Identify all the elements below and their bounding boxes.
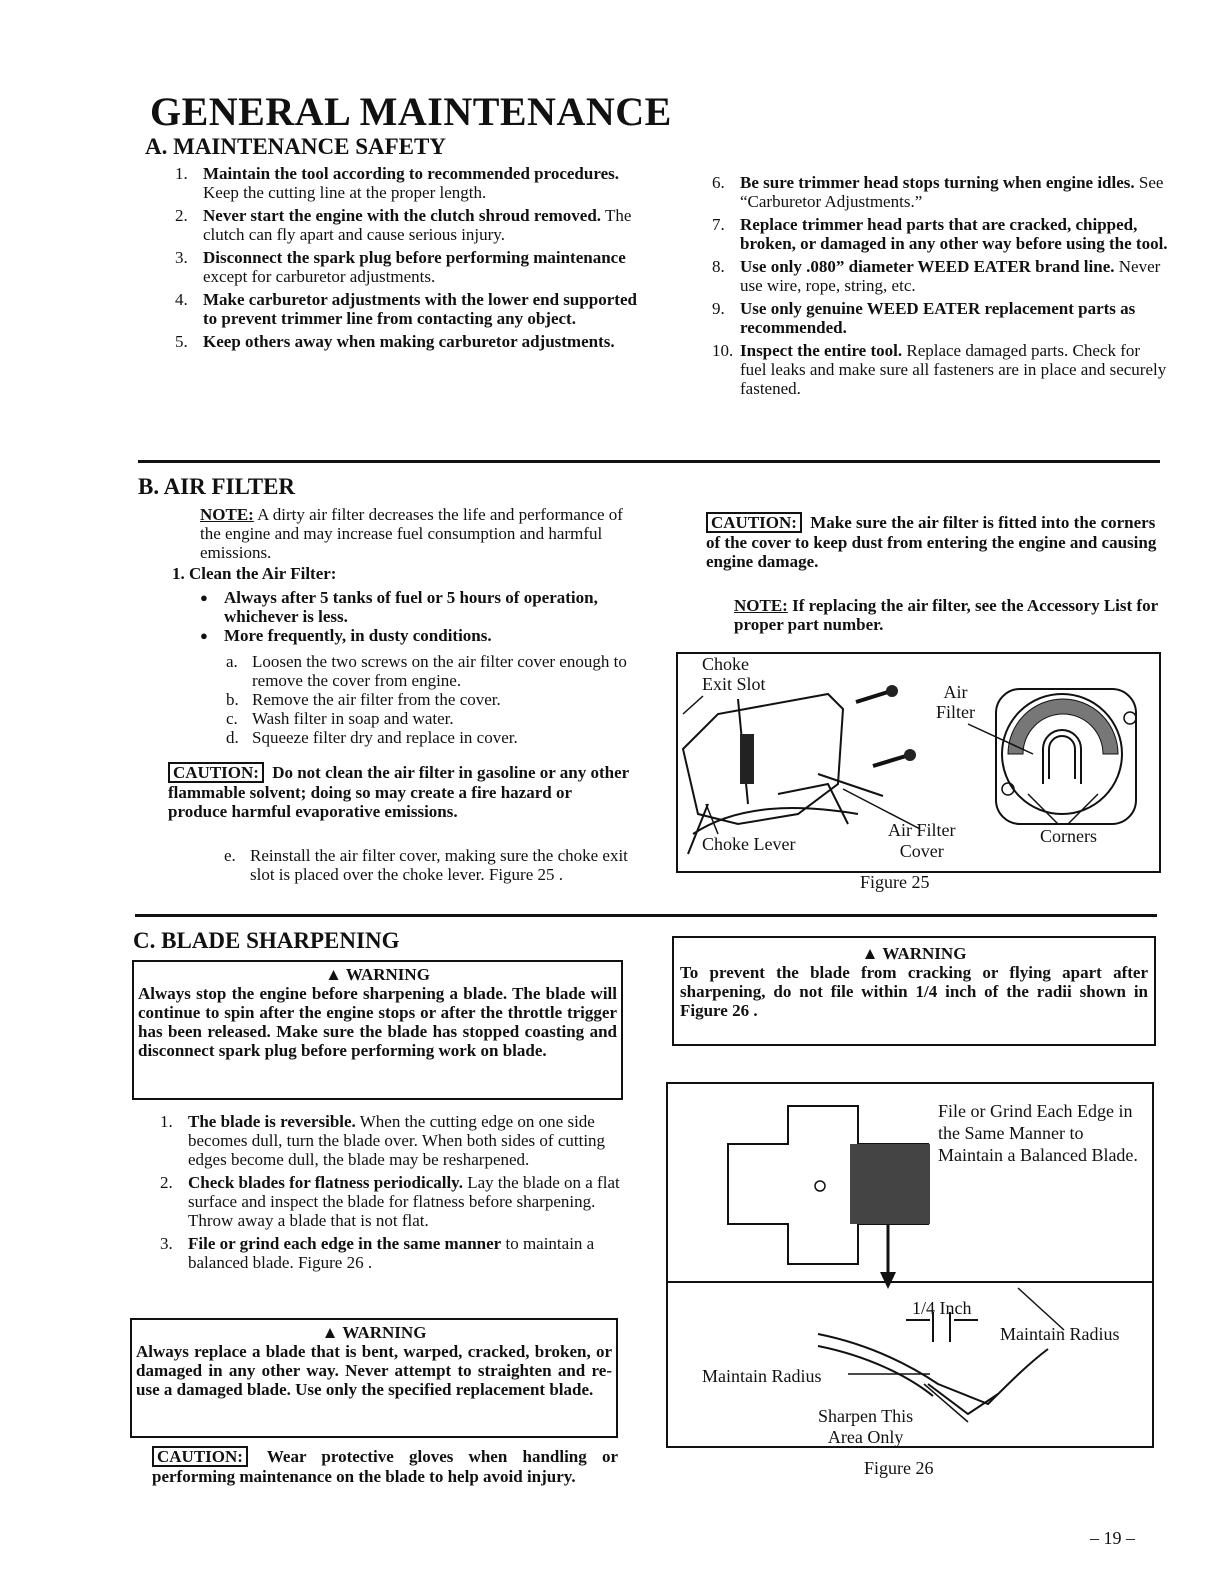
list-item: 3. File or grind each edge in the same manner to maintain a balanced blade. Figure 26 . xyxy=(160,1234,595,1272)
substep-list xyxy=(226,652,636,747)
note-label: NOTE: xyxy=(734,596,788,615)
list-item: 2. Check blades for flatness periodically. Lay the blade on a flat surface and inspect the blade for flatness before sharpening. Throw away a blade that is not flat. xyxy=(160,1173,620,1230)
caution-text: Make sure the air filter is fitted into the corners of the cover to keep dust from entering the engine and causing engine damage. xyxy=(706,513,1157,571)
blade-list xyxy=(160,1112,624,1276)
list-item: 1. Maintain the tool according to recommended procedures. Keep the cutting line at the proper length. xyxy=(175,164,619,202)
caution-filter-fit xyxy=(706,512,1166,571)
caution-tag: CAUTION: xyxy=(706,512,802,533)
list-item: 3. Disconnect the spark plug before performing maintenance except for carburetor adjustments. xyxy=(175,248,626,286)
page-number: – 19 – xyxy=(1090,1528,1135,1548)
caution-text: Wear protective gloves when handling or performing maintenance on the blade to help avoid injury. xyxy=(152,1447,618,1486)
section-a-right-list xyxy=(712,173,1170,402)
caution-gloves xyxy=(152,1446,618,1486)
figure-25-caption: Figure 25 xyxy=(860,872,930,892)
label-file-grind: File or Grind Each Edge in the Same Manner to Maintain a Balanced Blade. xyxy=(938,1101,1138,1165)
warning-box-radii xyxy=(672,936,1156,1046)
label-air-filter: Air Filter xyxy=(936,682,975,722)
list-item: e. Reinstall the air filter cover, making sure the choke exit slot is placed over the choke lever. Figure 25 . xyxy=(224,846,628,884)
caution-tag: CAUTION: xyxy=(152,1446,248,1467)
warning-box-replace-blade xyxy=(130,1318,618,1438)
label-sharpen-area: Sharpen This Area Only xyxy=(818,1406,914,1447)
label-maintain-radius-right: Maintain Radius xyxy=(1000,1324,1120,1344)
warning-heading: ▲ WARNING xyxy=(861,944,967,963)
warning-text: To prevent the blade from cracking or flying apart after sharpening, do not file within 1/4 inch of the radii shown in Figure 26 . xyxy=(680,963,1148,1020)
list-item: 5. Keep others away when making carburetor adjustments. xyxy=(175,332,615,351)
bullet-item: ● More frequently, in dusty conditions. xyxy=(198,626,638,645)
section-a-heading: A. MAINTENANCE SAFETY xyxy=(145,134,446,159)
warning-text: Always replace a blade that is bent, warped, cracked, broken, or damaged in any other way. Never attempt to straighten and re-use a damaged blade. Use only the specified replacement blade. xyxy=(136,1342,612,1399)
page-title: GENERAL MAINTENANCE xyxy=(150,89,672,134)
list-item: 1. The blade is reversible. When the cutting edge on one side becomes dull, turn the blade over. When both sides of cutting edges become dull, the blade may be resharpened. xyxy=(160,1112,606,1169)
air-filter-note xyxy=(200,505,632,562)
warning-heading: ▲ WARNING xyxy=(321,1323,427,1342)
step-title: Clean the Air Filter: xyxy=(189,564,337,583)
label-air-filter-cover: Air Filter Cover xyxy=(888,820,956,861)
label-corners: Corners xyxy=(1040,826,1097,846)
list-item: 9. Use only genuine WEED EATER replacement parts as recommended. xyxy=(712,299,1136,337)
list-item: 6. Be sure trimmer head stops turning when engine idles. See “Carburetor Adjustments.” xyxy=(712,173,1164,211)
warning-heading: ▲ WARNING xyxy=(325,965,430,984)
figure-26 xyxy=(666,1082,1154,1448)
label-choke-lever: Choke Lever xyxy=(702,834,796,854)
list-item: b. Remove the air filter from the cover. xyxy=(226,690,501,709)
note-text: If replacing the air filter, see the Accessory List for proper part number. xyxy=(734,596,1158,634)
label-maintain-radius-left: Maintain Radius xyxy=(702,1366,822,1386)
caution-gasoline xyxy=(168,762,630,821)
section-c-heading: C. BLADE SHARPENING xyxy=(133,928,400,953)
section-b-heading: B. AIR FILTER xyxy=(138,474,296,499)
list-item: 2. Never start the engine with the clutch shroud removed. The clutch can fly apart and cause serious injury. xyxy=(175,206,632,244)
list-item: 7. Replace trimmer head parts that are cracked, chipped, broken, or damaged in any other way before using the tool. xyxy=(712,215,1168,253)
divider xyxy=(138,460,1160,463)
label-quarter-inch: 1/4 Inch xyxy=(912,1298,972,1318)
accessory-note xyxy=(734,596,1160,634)
divider xyxy=(135,914,1157,917)
list-item: 4. Make carburetor adjustments with the lower end supported to prevent trimmer line from contacting any object. xyxy=(175,290,637,328)
list-item: 10. Inspect the entire tool. Replace damaged parts. Check for fuel leaks and make sure all fasteners are in place and securely fastened. xyxy=(712,341,1167,398)
list-item: 8. Use only .080” diameter WEED EATER brand line. Never use wire, rope, string, etc. xyxy=(712,257,1161,295)
section-a-left-list xyxy=(175,164,640,355)
figure-25 xyxy=(676,652,1161,873)
warning-box-stop-engine xyxy=(132,960,623,1100)
bullet-list xyxy=(198,588,638,645)
step-number: 1. xyxy=(172,564,185,583)
list-item: c. Wash filter in soap and water. xyxy=(226,709,454,728)
warning-text: Always stop the engine before sharpening a blade. The blade will continue to spin after the engine stops or after the throttle trigger has been released. Make sure the blade has stopped coasting and disconnect spark plug before performing work on blade. xyxy=(138,984,617,1060)
caution-tag: CAUTION: xyxy=(168,762,264,783)
caution-text: Do not clean the air filter in gasoline or any other flammable solvent; doing so may create a fire hazard or produce harmful evaporative emissions. xyxy=(168,763,629,821)
list-item: a. Loosen the two screws on the air filter cover enough to remove the cover from engine. xyxy=(226,652,627,690)
clean-air-filter-step xyxy=(172,564,336,583)
bullet-item: ● Always after 5 tanks of fuel or 5 hours of operation, whichever is less. xyxy=(198,588,638,626)
substep-e xyxy=(224,846,634,884)
figure-26-caption: Figure 26 xyxy=(864,1458,934,1478)
label-choke-exit-slot: Choke Exit Slot xyxy=(702,654,766,694)
list-item: d. Squeeze filter dry and replace in cover. xyxy=(226,728,518,747)
note-text: A dirty air filter decreases the life and performance of the engine and may increase fuel consumption and harmful emissions. xyxy=(200,505,623,562)
note-label: NOTE: xyxy=(200,505,254,524)
